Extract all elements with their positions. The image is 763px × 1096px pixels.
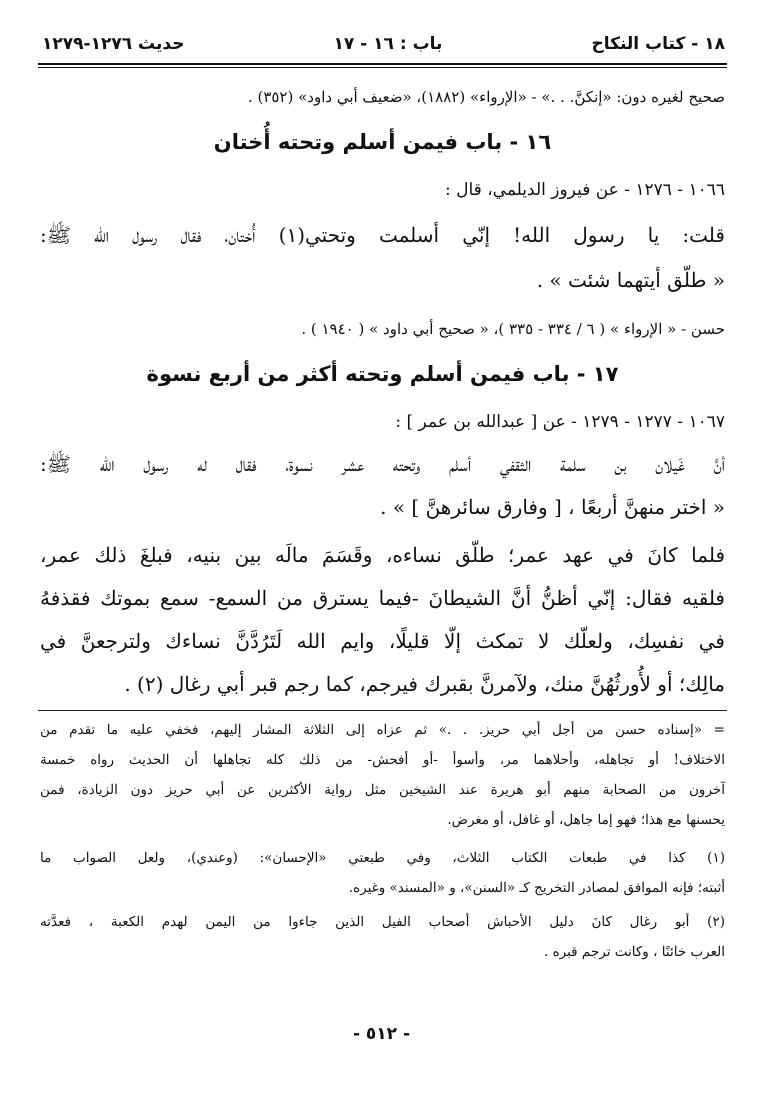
header-rule-thin [38, 67, 727, 68]
hadith-1066-isnad: ١٠٦٦ - ١٢٧٦ - عن فيروز الديلمي، قال : [445, 180, 725, 200]
page-number: - ٥١٢ - [352, 1024, 411, 1044]
hadith-1067-text-a: أنَّ غَيلان بن سلمة الثقفي أسلم وتحته عشر نسوة، فقال له رسول الله ﷺ: [40, 452, 725, 476]
footnote-continued-line-4: يحسنها مع هذا؛ فهو إما جاهل، أو غافل، أو مغرض. [447, 812, 725, 828]
footnote-1-line-1: (١) كذا في طبعات الكتاب الثلاث، وفي طبعتي «الإحسان»: (وعندي)، ولعل الصواب ما [40, 850, 725, 866]
footnote-2-line-1: (٢) أبو رغال كانَ دليل الأحباش أصحاب الفيل الذين جاءوا من اليمن لهدم الكعبة ، فعدَّته [40, 914, 725, 930]
footnote-continued-line-2: الاختلاف! أو تجاهله، وأحلاهما مر، وأسوأ -أو أفحش- من ذلك كله تجاهلها أن الحديث رواه خمسة [40, 752, 725, 768]
footnote-1-line-2: أثبته؛ فإنه الموافق لمصادر التخريج كـ «السنن»، و «المسند» وغيره. [348, 880, 725, 896]
running-head [42, 30, 725, 58]
running-head-book: ١٨ - كتاب النكاح [591, 34, 725, 54]
footnote-continued-line-1: = «إسناده حسن من أجل أبي حريز. . .» ثم عزاه إلى الثلاثة المشار إليهم، فخفي عليه ما تقدم من [40, 722, 725, 738]
paragraph-line-1: فلما كانَ في عهد عمر؛ طلّق نساءه، وقَسَمَ مالَه بين بنيه، فبلغَ ذلك عمر، [40, 543, 725, 567]
header-rule-thick [38, 63, 727, 65]
paragraph-line-3: في نفسِك، ولعلّك لا تمكث إلّا قليلًا، وايم الله لَتَرُدَّنَّ نساءك ولترجعنَّ في [40, 629, 725, 653]
grading-1066: حسن - « الإرواء » ( ٦ / ٣٣٤ - ٣٣٥ )، « صحيح أبي داود » ( ١٩٤٠ ) . [301, 320, 725, 338]
paragraph-line-4: مالِك؛ أو لأُورثُهُنَّ منك، ولآمرنَّ بقبرك فيرجم، كما رجم قبر أبي رغال (٢) . [124, 672, 725, 696]
grading-top: صحيح لغيره دون: «إنكنَّ. . .» - «الإرواء» (١٨٨٢)، «ضعيف أبي داود» (٣٥٢) . [247, 88, 725, 106]
footnote-continued-line-3: آخرون من الصحابة منهم أبو هريرة عند الشيخين مثل رواية الأكثرين عن أبي حريز دون الزيادة، فمن [40, 782, 725, 798]
footnote-2-line-2: العرب خائنًا ، وكانت ترجم قبره . [544, 944, 725, 960]
running-head-chapters: باب : ١٦ - ١٧ [333, 34, 443, 54]
chapter-16-title: ١٦ - باب فيمن أسلم وتحته أُختان [213, 130, 552, 154]
hadith-1067-isnad: ١٠٦٧ - ١٢٧٧ - ١٢٧٩ - عن [ عبدالله بن عمر ] : [395, 412, 725, 432]
paragraph-line-2: فلقيه فقال: إنّي أظنُّ أنَّ الشيطانَ -فيما يسترق من السمع- سمع بموتك فقذفهُ [40, 586, 725, 610]
footnote-separator [38, 710, 727, 711]
chapter-17-title: ١٧ - باب فيمن أسلم وتحته أكثر من أربع نسوة [146, 362, 619, 386]
hadith-1066-text-a: قلت: يا رسول الله! إنّي أسلمت وتحتي(١) أُختان، فقال رسول الله ﷺ: [40, 223, 725, 247]
hadith-1067-text-b: « اختر منهنَّ أربعًا ، [ وفارق سائرهنَّ ] » . [380, 495, 725, 519]
running-head-hadith-range: حديث ١٢٧٦-١٢٧٩ [42, 34, 185, 54]
hadith-1066-text-b: « طلّق أيتهما شئت » . [536, 268, 725, 292]
